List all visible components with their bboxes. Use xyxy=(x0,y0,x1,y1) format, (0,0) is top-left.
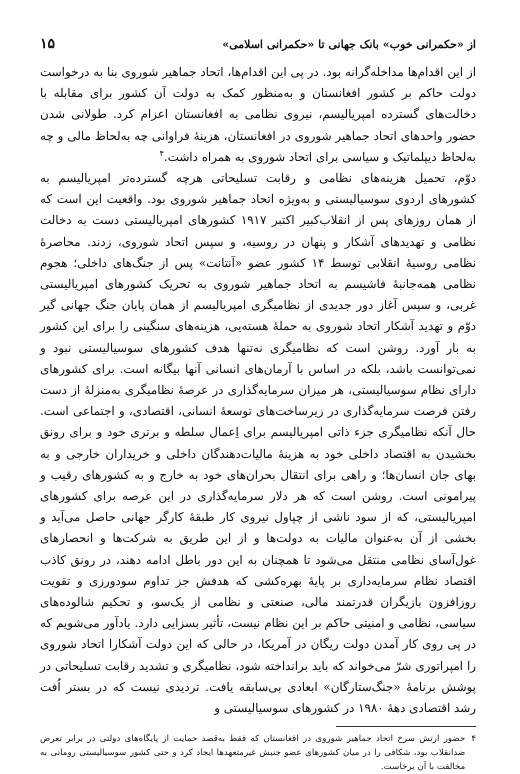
footnote-ref: ۴ xyxy=(159,148,164,158)
footnote-divider xyxy=(336,726,476,727)
footnote-number: ۴ xyxy=(471,734,476,745)
body-text xyxy=(40,62,476,719)
paragraph-text: از این اقدام‌ها مداخله‌گرانه بود. در پی این اقدام‌ها، اتحاد جماهیر شوروی بنا به درخواست دولت حاکم بر کشور افغانستان و به‌منظور کمک به دولت آن کشور برای مقابله با دخالت‌های گسترده امپریالیسم، نیروی نظامی به افغانستان اعزام کرد. طولانی شدن حضور واحدهای اتحاد جماهیر شوروی در افغانستان، هزینهٔ فراوانی چه به‌لحاظ مالی و چه به‌لحاظ دیپلماتیک و سیاسی برای اتحاد شوروی به همراه داشت. xyxy=(40,65,476,164)
paragraph xyxy=(40,62,476,168)
footnote xyxy=(40,732,476,774)
running-header xyxy=(40,36,476,58)
running-title: از «حکمرانی خوب» بانک جهانی تا «حکمرانی اسلامی» xyxy=(222,38,476,51)
page-number: ۱۵ xyxy=(40,36,56,52)
paragraph: دوّم، تحمیل هزینه‌های نظامی و رقابت تسلیحاتی هرچه گسترده‌تر امپریالیسم به کشورهای اردوی سوسیالیستی و به‌ویژه اتحاد جماهیر شوروی بود. واقعیت این است که از همان روزهای پس از انقلاب‌کبیر اکتبر ۱۹۱۷ کشورهای امپریالیستی دست به دخالت نظامی و تهدیدهای آشکار و پنهان در روسیه، و سپس اتحاد شوروی، زدند. محاصرهٔ نظامی روسیهٔ انقلابی توسط ۱۴ کشور عضو «آنتانت» پس از جنگ‌های داخلی؛ هجوم نظامی همه‌جانبهٔ فاشیسم به اتحاد جماهیر شوروی به تحریک کشورهای امپریالیستی غربی، و سپس آغاز دور جدیدی از نظامیگری امپریالیسم از همان پایان جنگ جهانی گیر دوّم و تهدید آشکار اتحاد شوروی به حملهٔ هسته‌یی، هزینه‌های سنگینی را برای این کشور به بار آورد. روشن است که نظامیگری نه‌تنها هدف کشورهای سوسیالیستی نبود و نمی‌توانست باشد، بلکه در اساس با آرمان‌های انسانی آنها بیگانه است. برای کشورهای دارای نظام سوسیالیستی، هر میزان سرمایه‌گذاری در عرصهٔ نظامیگری به‌منزلهٔ از دست رفتن فرصت سرمایه‌گذاری در زیرساخت‌های توسعهٔ انسانی، اقتصادی، و اجتماعی است. حال آنکه نظامیگری جزء ذاتی امپریالیسم برای اِعمال سلطه و برتری خود و برای رونق بخشیدن به اقتصاد داخلی خود به هزینهٔ مالیات‌دهندگان داخلی و خریداران خارجی و به بهای جان انسان‌ها؛ و راهی برای انتقال بحران‌های خود به خارج و به کشورهای رقیب و پیرامونی است. روشن است که هر دلار سرمایه‌گذاری در این عرصه برای کشورهای امپریالیستی، که از سود ناشی از چپاول نیروی کار طبقهٔ کارگر جهانی حاصل می‌آید و بخشی از آن به‌عنوان مالیات به دولت‌ها و از این طریق به شرکت‌ها و انحصارهای غول‌آسای نظامی منتقل می‌شود تا همچنان به این دور باطل ادامه دهند، در رونق کاذب اقتصاد نظام سرمایه‌داری بر پایهٔ بهره‌کشی که هدفش جز تداوم سودورزی و تقویت روزافزون بازیگران قدرتمند مالی، صنعتی و نظامی از یک‌سو، و تحکیم شالوده‌های سیاسی، نظامی و امنیتی حاکم بر این نظام نیست، تأثیر بسزایی دارد. یادآور می‌شویم که در پی روی کار آمدن دولت ریگان در آمریکا، در حالی که این دولت آشکارا اتحاد شوروی را امپراتوری شرّ می‌خواند که باید برانداخته شود، نظامیگری و تشدید رقابت تسلیحاتی در پوشش برنامهٔ «جنگ‌ستارگان» ابعادی بی‌سابقه یافت. تردیدی نیست که در بستر اُفت رشد اقتصادی دههٔ ۱۹۸۰ در کشورهای سوسیالیستی و xyxy=(40,171,476,716)
footnote-text: حضور ارتش سرخ اتحاد جماهیر شوروی در افغانستان که فقط به‌قصد حمایت از پایگاه‌های دولتی در برابر تعرض ضدانقلاب بود، شکافی را در میان کشورهای عضو جنبش غیرمتعهدها ایجاد کرد و حتی کشور سوسیالیستی رومانی به مخالفت با آن برخاست. xyxy=(40,734,466,773)
